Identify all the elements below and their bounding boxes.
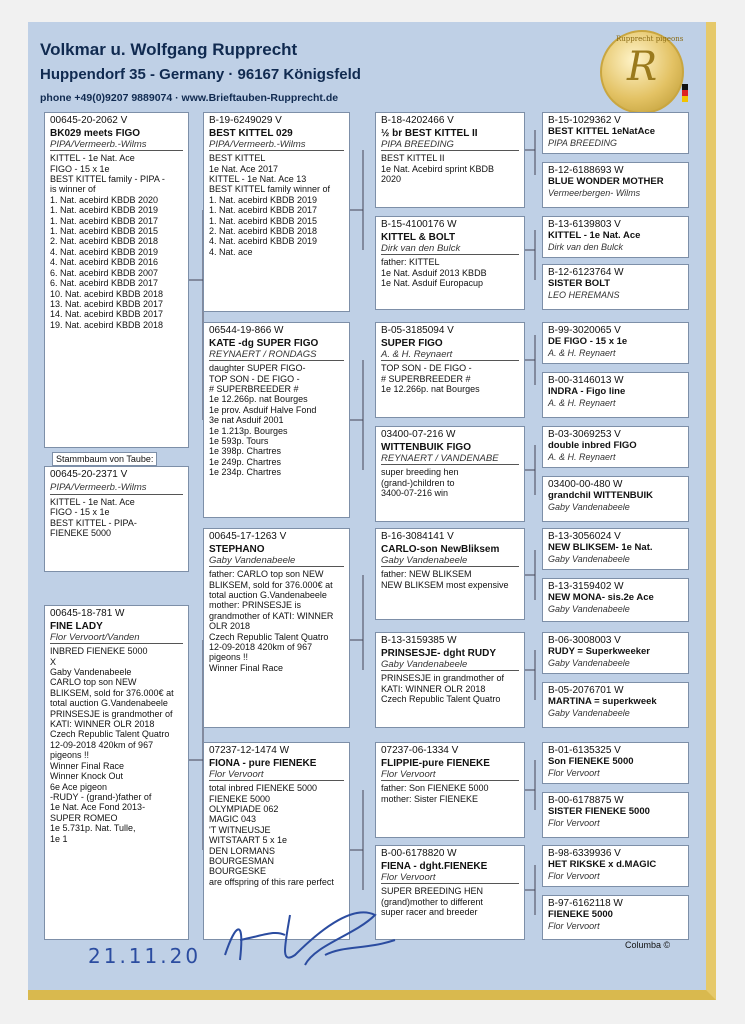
info-line: 1. Nat. acebird KBDB 2017 bbox=[209, 205, 318, 216]
grandparent-box bbox=[203, 528, 350, 728]
info-line: # SUPERBREEDER # bbox=[209, 384, 299, 395]
info-line: mother: PRINSESJE is bbox=[209, 600, 302, 611]
info-line: 1e Nat. Ace Fond 2013- bbox=[50, 802, 146, 813]
info-line: (grand-)children to bbox=[381, 477, 455, 488]
breeder-name: Flor Vervoort bbox=[209, 770, 344, 781]
ring-number: B-16-3084141 V bbox=[381, 531, 454, 542]
info-line: KITTEL - 1e Nat. Ace bbox=[50, 153, 135, 164]
info-line: BOURGESMAN bbox=[209, 856, 275, 867]
ring-number: B-01-6135325 V bbox=[548, 745, 621, 756]
ancestor-box bbox=[542, 845, 689, 887]
info-line: 1e 593p. Tours bbox=[209, 436, 269, 447]
pigeon-name: double inbred FIGO bbox=[548, 440, 637, 452]
breeder-name: PIPA BREEDING bbox=[548, 137, 618, 148]
info-line: 1e Nat. Ace 2017 bbox=[209, 163, 279, 174]
breeder-name: Flor Vervoort bbox=[381, 770, 519, 781]
pigeon-name: FIENEKE 5000 bbox=[548, 909, 613, 921]
ancestor-box bbox=[542, 742, 689, 784]
pigeon-name: HET RIKSKE x d.MAGIC bbox=[548, 859, 657, 871]
great-grandparent-box bbox=[375, 426, 525, 522]
pedigree-caption: Stammbaum von Taube: bbox=[52, 452, 157, 466]
ancestor-box bbox=[542, 216, 689, 258]
pigeon-box bbox=[44, 466, 189, 572]
pigeon-name: BEST KITTEL 1eNatAce bbox=[548, 126, 655, 138]
breeder-contact: phone +49(0)9207 9889074 · www.Brieftauben-Rupprecht.de bbox=[40, 92, 339, 104]
info-line: 1e Nat. Asduif 2013 KBDB bbox=[381, 267, 487, 278]
pigeon-name: KITTEL & BOLT bbox=[381, 232, 456, 244]
info-line: Winner Final Race bbox=[209, 662, 284, 673]
pigeon-name: RUDY = Superkweeker bbox=[548, 646, 650, 658]
info-line: INBRED FIENEKE 5000 bbox=[50, 646, 148, 657]
breeder-name: Flor Vervoort bbox=[548, 920, 600, 931]
ancestor-box bbox=[542, 528, 689, 570]
pigeon-name: CARLO-son NewBliksem bbox=[381, 544, 500, 556]
info-line: Gaby Vandenabeele bbox=[50, 667, 132, 678]
great-grandparent-box bbox=[375, 632, 525, 728]
info-line: BEST KITTEL II bbox=[381, 153, 445, 164]
info-line: total auction G.Vandenabeele bbox=[50, 698, 168, 709]
ring-number: B-00-6178820 W bbox=[381, 848, 457, 859]
ring-number: B-19-6249029 V bbox=[209, 115, 282, 126]
info-line: father: NEW BLIKSEM bbox=[381, 569, 472, 580]
info-line: super breeding hen bbox=[381, 467, 459, 478]
info-line: KATI: WINNER OLR 2018 bbox=[50, 719, 155, 730]
info-line: FIENEKE 5000 bbox=[209, 793, 271, 804]
breeder-name: Gaby Vandenabeele bbox=[381, 660, 519, 671]
info-line: father: KITTEL bbox=[381, 257, 440, 268]
info-line: OLYMPIADE 062 bbox=[209, 804, 279, 815]
breeder-name: Gaby Vandenabeele bbox=[548, 657, 630, 668]
ancestor-box bbox=[542, 895, 689, 940]
info-line: 1. Nat. acebird KBDB 2017 bbox=[50, 215, 159, 226]
pigeon-name: KITTEL - 1e Nat. Ace bbox=[548, 230, 641, 242]
pigeon-name: BEST KITTEL 029 bbox=[209, 128, 293, 140]
breeder-name: Dirk van den Bulck bbox=[548, 241, 624, 252]
pigeon-name: KATE -dg SUPER FIGO bbox=[209, 338, 319, 350]
info-line: 'T WITNEUSJE bbox=[209, 824, 271, 835]
ancestor-box bbox=[542, 632, 689, 674]
pigeon-name: SISTER FIENEKE 5000 bbox=[548, 806, 650, 818]
info-line: 1e 12.266p. nat Bourges bbox=[381, 384, 480, 395]
info-line: KITTEL - 1e Nat. Ace 13 bbox=[209, 174, 307, 185]
great-grandparent-box bbox=[375, 322, 525, 418]
info-line: Czech Republic Talent Quatro bbox=[209, 631, 329, 642]
info-line: BOURGESKE bbox=[209, 866, 267, 877]
info-line: (grand)mother to different bbox=[381, 896, 483, 907]
ring-number: 07237-06-1334 V bbox=[381, 745, 459, 756]
info-line: TOP SON - DE FIGO - bbox=[381, 363, 472, 374]
ancestor-box bbox=[542, 792, 689, 838]
main-pigeon-box bbox=[44, 112, 189, 448]
ring-number: B-18-4202466 V bbox=[381, 115, 454, 126]
info-line: TOP SON - DE FIGO - bbox=[209, 373, 300, 384]
columba-brand: Columba © bbox=[625, 940, 671, 950]
info-line: mother: Sister FIENEKE bbox=[381, 793, 479, 804]
ring-number: B-05-3185094 V bbox=[381, 325, 454, 336]
info-line: DEN LORMANS bbox=[209, 845, 276, 856]
info-line: WITSTAART 5 x 1e bbox=[209, 835, 288, 846]
info-line: 1. Nat. acebird KBDB 2019 bbox=[50, 205, 159, 216]
info-line: 1e 1 bbox=[50, 833, 68, 844]
info-line: FIGO - 15 x 1e bbox=[50, 163, 110, 174]
info-line: 12-09-2018 420km of 967 bbox=[50, 739, 154, 750]
breeder-name: Vermeerbergen- Wilms bbox=[548, 187, 641, 198]
info-line: BEST KITTEL family winner of bbox=[209, 184, 331, 195]
info-line: 4. Nat. acebird KBDB 2019 bbox=[50, 246, 159, 257]
breeder-name: A. & H. Reynaert bbox=[548, 347, 616, 358]
breeder-name: Gaby Vandenabeele bbox=[548, 501, 630, 512]
info-line: 4. Nat. acebird KBDB 2019 bbox=[209, 236, 318, 247]
ring-number: B-99-3020065 V bbox=[548, 325, 621, 336]
ring-number: B-13-3056024 V bbox=[548, 531, 621, 542]
breeder-name: LEO HEREMANS bbox=[548, 289, 620, 300]
breeder-name: Flor Vervoort bbox=[381, 873, 519, 884]
info-line: 4. Nat. acebird KBDB 2016 bbox=[50, 257, 159, 268]
info-line: 1. Nat. acebird KBDB 2015 bbox=[50, 226, 159, 237]
ring-number: 00645-20-2371 V bbox=[50, 469, 128, 480]
ring-number: B-03-3069253 V bbox=[548, 429, 621, 440]
info-line: CARLO top son NEW bbox=[50, 677, 137, 688]
pigeon-name: SISTER BOLT bbox=[548, 278, 611, 290]
info-line: total auction G.Vandenabeele bbox=[209, 590, 327, 601]
handwritten-signature bbox=[205, 885, 405, 985]
ring-number: B-13-6139803 V bbox=[548, 219, 621, 230]
info-line: BEST KITTEL - PIPA- bbox=[50, 517, 137, 528]
info-line: 1. Nat. acebird KBDB 2020 bbox=[50, 194, 159, 205]
breeder-name: Dirk van den Bulck bbox=[381, 244, 519, 255]
info-line: 6. Nat. acebird KBDB 2017 bbox=[50, 278, 159, 289]
pigeon-name: FLIPPIE-pure FIENEKE bbox=[381, 758, 490, 770]
breeder-name: A. & H. Reynaert bbox=[548, 451, 616, 462]
info-line: is winner of bbox=[50, 184, 96, 195]
info-line: 13. Nat. acebird KBDB 2017 bbox=[50, 298, 164, 309]
info-line: pigeons !! bbox=[50, 750, 90, 761]
breeder-name: Volkmar u. Wolfgang Rupprecht bbox=[40, 40, 298, 59]
pigeon-name: Son FIENEKE 5000 bbox=[548, 756, 634, 768]
info-line: 1e 249p. Chartres bbox=[209, 456, 282, 467]
ring-number: B-12-6188693 W bbox=[548, 165, 624, 176]
info-line: 2. Nat. acebird KBDB 2018 bbox=[209, 226, 318, 237]
info-line: BEST KITTEL bbox=[209, 153, 266, 164]
info-line: 1. Nat. acebird KBDB 2015 bbox=[209, 215, 318, 226]
info-line: 19. Nat. acebird KBDB 2018 bbox=[50, 319, 164, 330]
ring-number: B-12-6123764 W bbox=[548, 267, 624, 278]
grandparent-box bbox=[203, 322, 350, 518]
ring-number: B-13-3159385 W bbox=[381, 635, 457, 646]
info-line: KITTEL - 1e Nat. Ace bbox=[50, 496, 135, 507]
pigeon-name: NEW BLIKSEM- 1e Nat. bbox=[548, 542, 653, 554]
breeder-name: Flor Vervoort bbox=[548, 870, 600, 881]
info-line: 14. Nat. acebird KBDB 2017 bbox=[50, 309, 164, 320]
info-line: NEW BLIKSEM most expensive bbox=[381, 579, 509, 590]
ring-number: 00645-20-2062 V bbox=[50, 115, 128, 126]
info-line: -RUDY - (grand-)father of bbox=[50, 791, 152, 802]
pigeon-name: DE FIGO - 15 x 1e bbox=[548, 336, 628, 348]
ancestor-box bbox=[542, 322, 689, 364]
ancestor-box bbox=[542, 264, 689, 310]
info-line: 2020 bbox=[381, 174, 402, 185]
pigeon-name: MARTINA = superkweek bbox=[548, 696, 657, 708]
info-line: 3e nat Asduif 2001 bbox=[209, 415, 284, 426]
ancestor-box bbox=[542, 372, 689, 418]
pigeon-name: STEPHANO bbox=[209, 544, 265, 556]
info-line: are offspring of this rare perfect bbox=[209, 876, 334, 887]
info-line: 1e 398p. Chartres bbox=[209, 446, 282, 457]
ancestor-box bbox=[542, 578, 689, 622]
info-line: 3400-07-216 win bbox=[381, 488, 449, 499]
info-line: daughter SUPER FIGO- bbox=[209, 363, 306, 374]
info-line: 12-09-2018 420km of 967 bbox=[209, 642, 313, 653]
info-line: Czech Republic Talent Quatro bbox=[50, 729, 170, 740]
info-line: SUPER BREEDING HEN bbox=[381, 886, 484, 897]
info-line: X bbox=[50, 656, 57, 667]
signature-date: 21.11.20 bbox=[88, 944, 202, 968]
info-line: 1. Nat. acebird KBDB 2019 bbox=[209, 194, 318, 205]
ring-number: B-13-3159402 W bbox=[548, 581, 624, 592]
ancestor-box bbox=[542, 426, 689, 468]
ancestor-box bbox=[542, 162, 689, 208]
pigeon-name: INDRA - Figo line bbox=[548, 386, 626, 398]
info-line: FIENEKE 5000 bbox=[50, 528, 112, 539]
breeder-name: Gaby Vandenabeele bbox=[209, 556, 344, 567]
ring-number: B-05-2076701 W bbox=[548, 685, 624, 696]
breeder-name: Gaby Vandenabeele bbox=[548, 603, 630, 614]
info-line: 1e prov. Asduif Halve Fond bbox=[209, 404, 317, 415]
breeder-name: PIPA/Vermeerb.-Wilms bbox=[50, 483, 183, 494]
info-line: 6e Ace pigeon bbox=[50, 781, 108, 792]
breeder-name: REYNAERT / RONDAGS bbox=[209, 350, 344, 361]
info-line: 1e 12.266p. nat Bourges bbox=[209, 394, 308, 405]
pigeon-name: NEW MONA- sis.2e Ace bbox=[548, 592, 654, 604]
info-line: FIGO - 15 x 1e bbox=[50, 507, 110, 518]
info-line: 4. Nat. ace bbox=[209, 246, 253, 257]
great-grandparent-box bbox=[375, 216, 525, 310]
ring-number: 00645-17-1263 V bbox=[209, 531, 287, 542]
ancestor-box bbox=[542, 476, 689, 522]
ring-number: B-00-6178875 W bbox=[548, 795, 624, 806]
info-line: grandmother of KATI: WINNER bbox=[209, 610, 334, 621]
info-line: pigeons !! bbox=[209, 652, 249, 663]
pigeon-name: WITTENBUIK FIGO bbox=[381, 442, 471, 454]
breeder-name: A. & H. Reynaert bbox=[381, 350, 519, 361]
info-line: total inbred FIENEKE 5000 bbox=[209, 783, 318, 794]
pigeon-name: FINE LADY bbox=[50, 621, 103, 633]
ring-number: 00645-18-781 W bbox=[50, 608, 125, 619]
info-line: father: Son FIENEKE 5000 bbox=[381, 783, 489, 794]
info-line: 1e Nat. Asduif Europacup bbox=[381, 278, 484, 289]
pigeon-name: BK029 meets FIGO bbox=[50, 128, 141, 140]
pigeon-name: FIONA - pure FIENEKE bbox=[209, 758, 317, 770]
info-line: 1e 234p. Chartres bbox=[209, 467, 282, 478]
info-line: 1e 5.731p. Nat. Tulle, bbox=[50, 823, 136, 834]
logo-letter: R bbox=[626, 44, 658, 90]
ring-number: 07237-12-1474 W bbox=[209, 745, 290, 756]
great-grandparent-box bbox=[375, 112, 525, 208]
ring-number: 03400-00-480 W bbox=[548, 479, 623, 490]
ring-number: B-97-6162118 W bbox=[548, 898, 623, 909]
info-line: KATI: WINNER OLR 2018 bbox=[381, 683, 486, 694]
info-line: MAGIC 043 bbox=[209, 814, 257, 825]
info-line: BEST KITTEL family - PIPA - bbox=[50, 174, 165, 185]
info-line: BLIKSEM, sold for 376.000€ at bbox=[50, 687, 174, 698]
info-line: Winner Final Race bbox=[50, 760, 125, 771]
breeder-name: A. & H. Reynaert bbox=[548, 397, 616, 408]
pigeon-name: FIENA - dght.FIENEKE bbox=[381, 861, 488, 873]
info-line: 2. Nat. acebird KBDB 2018 bbox=[50, 236, 159, 247]
info-line: 1e 1.213p. Bourges bbox=[209, 425, 288, 436]
info-line: 6. Nat. acebird KBDB 2007 bbox=[50, 267, 159, 278]
great-grandparent-box bbox=[375, 742, 525, 838]
breeder-name: Flor Vervoort bbox=[548, 817, 600, 828]
pigeon-name: PRINSESJE- dght RUDY bbox=[381, 648, 497, 660]
logo-ring-text: Rupprecht pigeons bbox=[616, 35, 684, 43]
breeder-name: Flor Vervoort bbox=[548, 767, 600, 778]
info-line: 10. Nat. acebird KBDB 2018 bbox=[50, 288, 164, 299]
pigeon-name: BLUE WONDER MOTHER bbox=[548, 176, 664, 188]
breeder-name: Gaby Vandenabeele bbox=[548, 707, 630, 718]
ring-number: B-15-1029362 V bbox=[548, 115, 621, 126]
breeder-name: PIPA/Vermeerb.-Wilms bbox=[209, 140, 344, 151]
ring-number: B-15-4100176 W bbox=[381, 219, 457, 230]
info-line: Czech Republic Talent Quatro bbox=[381, 694, 501, 705]
breeder-name: PIPA/Vermeerb.-Wilms bbox=[50, 140, 183, 151]
info-line: # SUPERBREEDER # bbox=[381, 373, 471, 384]
breeder-name: REYNAERT / VANDENABE bbox=[381, 454, 519, 465]
dam-box bbox=[44, 605, 189, 940]
grandparent-box bbox=[203, 112, 350, 312]
pigeon-name: ½ br BEST KITTEL II bbox=[381, 128, 478, 140]
pigeon-name: SUPER FIGO bbox=[381, 338, 443, 350]
ring-number: B-06-3008003 V bbox=[548, 635, 621, 646]
breeder-name: Gaby Vandenabeele bbox=[381, 556, 519, 567]
ring-number: B-98-6339936 V bbox=[548, 848, 621, 859]
info-line: father: CARLO top son NEW bbox=[209, 569, 324, 580]
pigeon-name: grandchil WITTENBUIK bbox=[548, 490, 654, 502]
info-line: OLR 2018 bbox=[209, 621, 251, 632]
info-line: super racer and breeder bbox=[381, 907, 478, 918]
ring-number: B-00-3146013 W bbox=[548, 375, 624, 386]
ancestor-box bbox=[542, 682, 689, 728]
breeder-name: PIPA BREEDING bbox=[381, 140, 519, 151]
ancestor-box bbox=[542, 112, 689, 154]
ring-number: 03400-07-216 W bbox=[381, 429, 456, 440]
ring-number: 06544-19-866 W bbox=[209, 325, 284, 336]
info-line: Winner Knock Out bbox=[50, 771, 124, 782]
breeder-name: Flor Vervoort/Vanden bbox=[50, 633, 183, 644]
great-grandparent-box bbox=[375, 528, 525, 620]
info-line: 1e Nat. Acebird sprint KBDB bbox=[381, 163, 495, 174]
info-line: PRINSESJE in grandmother of bbox=[381, 673, 505, 684]
info-line: SUPER ROMEO bbox=[50, 812, 118, 823]
breeder-name: Gaby Vandenabeele bbox=[548, 553, 630, 564]
breeder-address: Huppendorf 35 - Germany · 96167 Königsfeld bbox=[40, 66, 361, 83]
info-line: PRINSESJE is grandmother of bbox=[50, 708, 173, 719]
info-line: BLIKSEM, sold for 376.000€ at bbox=[209, 579, 333, 590]
